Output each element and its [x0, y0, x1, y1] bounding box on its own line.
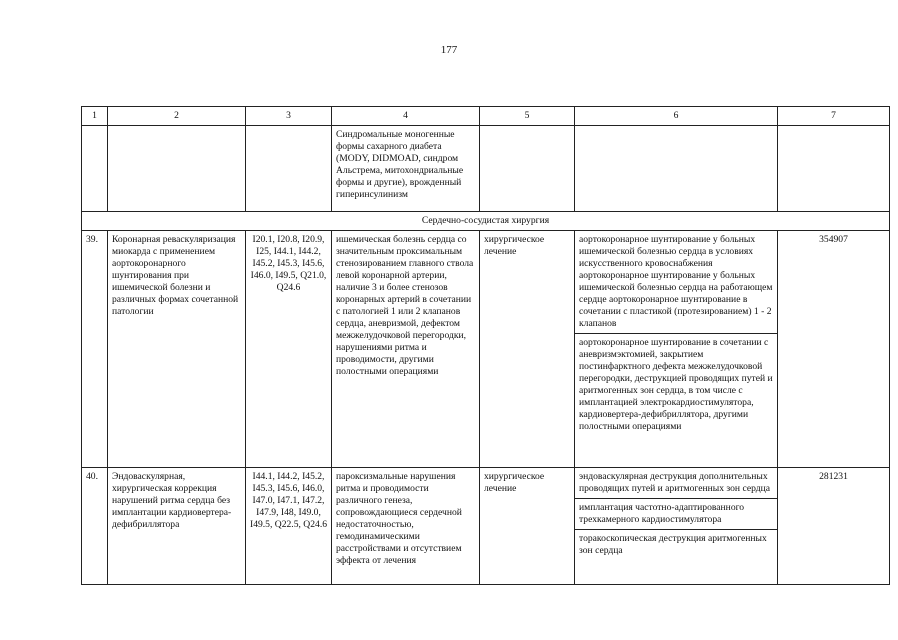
col-header-1: 1	[82, 107, 108, 126]
col-header-5: 5	[480, 107, 575, 126]
table-row	[82, 468, 890, 585]
method-item: аортокоронарное шунтирование в сочетании с аневризмэктомией, закрытием постинфарктного дефекта межжелудочковой перегородки, деструкцией проводящих путей и аритмогенных зон сердца, в том числе с имплантацией электрокардиостимулятора, кардиовертера-дефибриллятора, другими полостными операциями	[575, 333, 777, 433]
row-number: 39.	[82, 231, 108, 468]
section-row	[82, 212, 890, 231]
row-number: 40.	[82, 468, 108, 585]
continuation-model-cell: Синдромальные моногенные формы сахарного диабета (MODY, DIDMOAD, синдром Альстрема, митохондриальные формы и другие), врожденный гиперинсулинизм	[332, 126, 480, 212]
column-number-row	[82, 107, 890, 126]
row-codes: I20.1, I20.8, I20.9, I25, I44.1, I44.2, I45.2, I45.3, I45.6, I46.0, I49.5, Q21.0, Q24.6	[246, 231, 332, 468]
continuation-row	[82, 126, 890, 212]
row-cost: 281231	[778, 468, 890, 585]
section-title: Сердечно-сосудистая хирургия	[82, 212, 890, 231]
col-header-3: 3	[246, 107, 332, 126]
method-item: имплантация частотно-адаптированного трехкамерного кардиостимулятора	[575, 498, 777, 526]
method-item: эндоваскулярная деструкция дополнительных проводящих путей и аритмогенных зон сердца	[579, 471, 771, 494]
page-number: 177	[440, 44, 458, 56]
row-model: пароксизмальные нарушения ритма и проводимости различного генеза, сопровождающиеся сердечной недостаточностью, гемодинамическими расстройствами и отсутствием эффекта от лечения	[332, 468, 480, 585]
col-header-7: 7	[778, 107, 890, 126]
row-treatment: хирургическое лечение	[480, 231, 575, 468]
method-item: торакоскопическая деструкция аритмогенных зон сердца	[575, 529, 777, 557]
row-name: Коронарная реваскуляризация миокарда с применением аортокоронарного шунтирования при ишемической болезни и различных формах сочетанной патологии	[108, 231, 246, 468]
row-methods	[575, 468, 778, 585]
row-name: Эндоваскулярная, хирургическая коррекция нарушений ритма сердца без имплантации кардиовертера-дефибриллятора	[108, 468, 246, 585]
medical-care-table	[81, 106, 890, 585]
row-cost: 354907	[778, 231, 890, 468]
row-codes: I44.1, I44.2, I45.2, I45.3, I45.6, I46.0, I47.0, I47.1, I47.2, I47.9, I48, I49.0, I49.5, Q22.5, Q24.6	[246, 468, 332, 585]
row-model: ишемическая болезнь сердца со значительным проксимальным стенозированием главного ствола левой коронарной артерии, наличие 3 и более стенозов коронарных артерий в сочетании с патологией 1 или 2 клапанов сердца, аневризмой, дефектом межжелудочковой перегородки, нарушениями ритма и проводимости, другими полостными операциями	[332, 231, 480, 468]
col-header-4: 4	[332, 107, 480, 126]
row-treatment: хирургическое лечение	[480, 468, 575, 585]
table-row	[82, 231, 890, 468]
col-header-2: 2	[108, 107, 246, 126]
col-header-6: 6	[575, 107, 778, 126]
row-methods	[575, 231, 778, 468]
method-item: аортокоронарное шунтирование у больных ишемической болезнью сердца в условиях искусственного кровоснабжения аортокоронарное шунтирование у больных ишемической болезнью сердца на работающем сердце аортокоронарное шунтирование в сочетании с пластикой (протезированием) 1 - 2 клапанов	[579, 234, 773, 329]
